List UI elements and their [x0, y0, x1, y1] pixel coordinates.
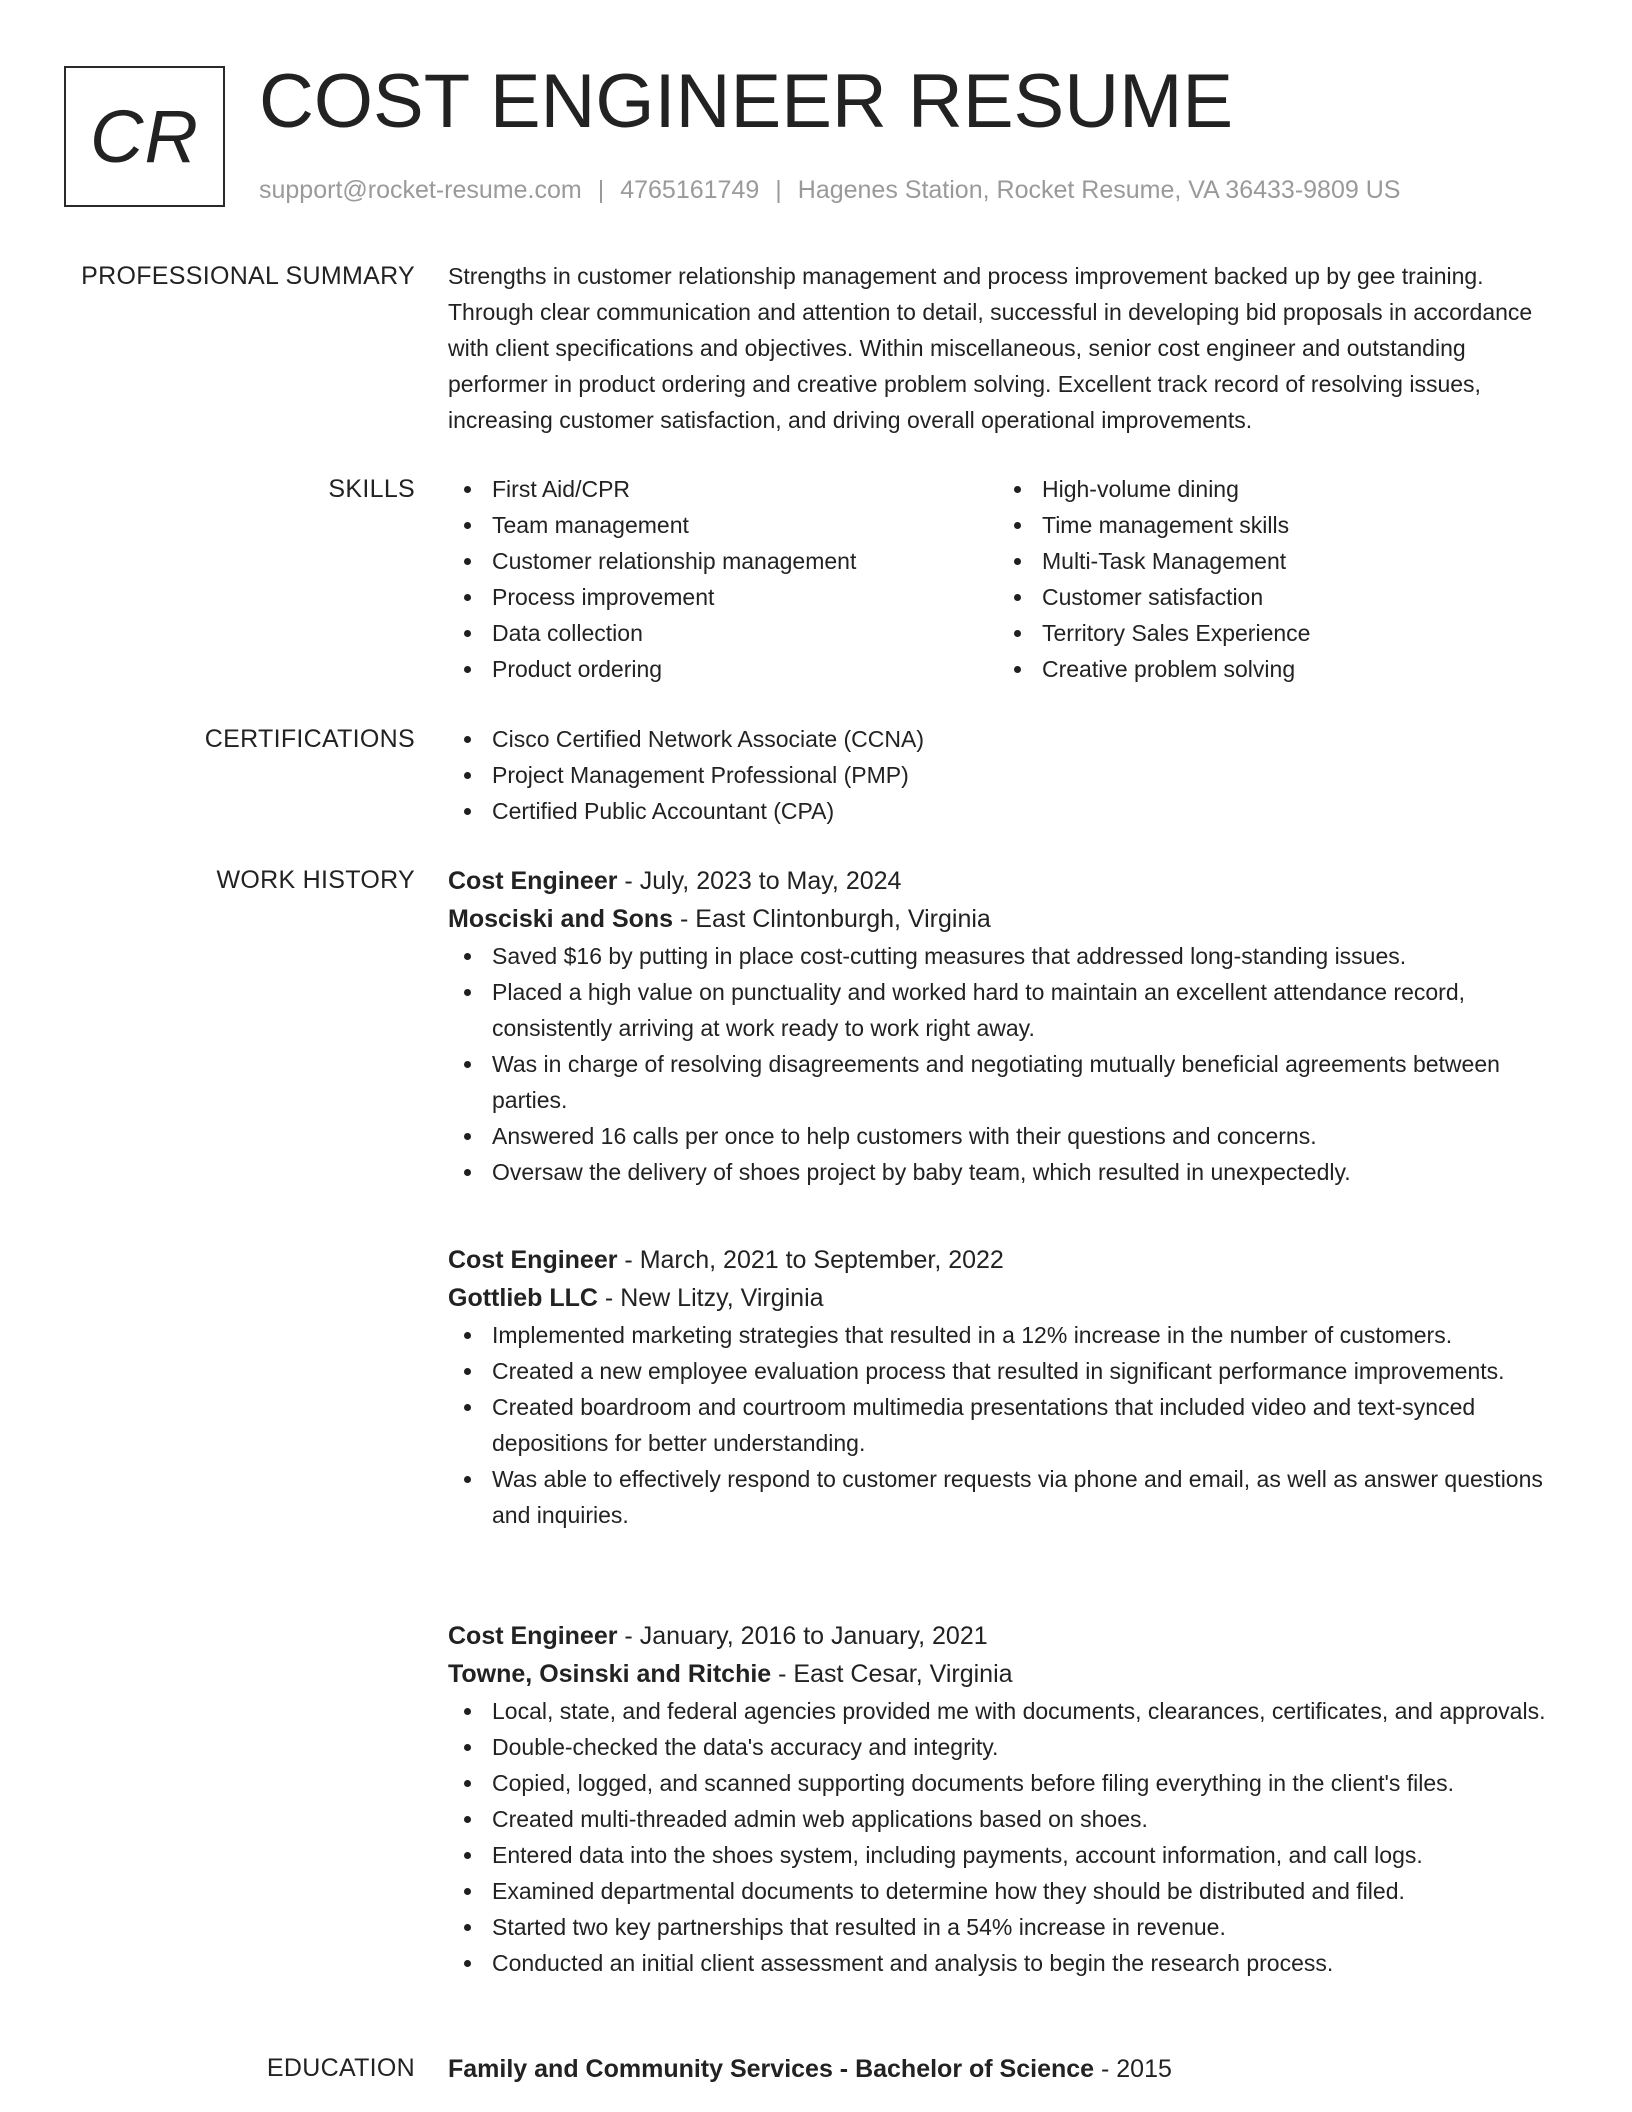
list-item: Local, state, and federal agencies provided me with documents, clearances, certificates, and approvals. [448, 1693, 1568, 1729]
contact-separator: | [775, 176, 782, 204]
education-body [448, 2050, 1568, 2088]
education-line [448, 2050, 1568, 2088]
section-label-skills: SKILLS [328, 475, 415, 503]
list-item: Customer relationship management [448, 543, 998, 579]
job-dates: - March, 2021 to September, 2022 [617, 1246, 1004, 1274]
monogram-badge [64, 66, 225, 207]
job-body [448, 1241, 1568, 1533]
section-label-certifications: CERTIFICATIONS [204, 725, 415, 753]
list-item: Customer satisfaction [998, 579, 1548, 615]
education-degree: Family and Community Services - Bachelor of Science [448, 2055, 1095, 2083]
job-company-line [448, 900, 1568, 938]
skills-grid [448, 471, 1568, 687]
job-title-line [448, 862, 1568, 900]
job-company: Towne, Osinski and Ritchie [448, 1660, 772, 1688]
contact-email[interactable]: support@rocket-resume.com [259, 176, 582, 204]
contact-phone[interactable]: 4765161749 [620, 176, 760, 204]
contact-separator: | [597, 176, 605, 204]
list-item: Placed a high value on punctuality and worked hard to maintain an excellent attendance record, consistently arriving at work ready to work right away. [448, 974, 1568, 1046]
list-item: Multi-Task Management [998, 543, 1548, 579]
job-bullet-list [448, 938, 1568, 1190]
job-company: Gottlieb LLC [448, 1284, 598, 1312]
skills-list-left [448, 471, 998, 687]
job-location: - East Clintonburgh, Virginia [673, 905, 991, 933]
resume-title: COST ENGINEER RESUME [259, 59, 1234, 144]
list-item: Oversaw the delivery of shoes project by baby team, which resulted in unexpectedly. [448, 1154, 1568, 1190]
list-item: Created a new employee evaluation process that resulted in significant performance improvements. [448, 1353, 1568, 1389]
education-year: - 2015 [1094, 2055, 1172, 2083]
job-body [448, 862, 1568, 1190]
list-item: Territory Sales Experience [998, 615, 1548, 651]
job-title: Cost Engineer [448, 867, 618, 895]
list-item: Examined departmental documents to determine how they should be distributed and filed. [448, 1873, 1568, 1909]
job-title: Cost Engineer [448, 1246, 618, 1274]
list-item: Created multi-threaded admin web applications based on shoes. [448, 1801, 1568, 1837]
list-item: Certified Public Accountant (CPA) [448, 793, 1568, 829]
job-location: - East Cesar, Virginia [771, 1660, 1013, 1688]
job-bullet-list [448, 1693, 1568, 1981]
job-company-line [448, 1655, 1568, 1693]
list-item: Conducted an initial client assessment and analysis to begin the research process. [448, 1945, 1568, 1981]
job-title-line [448, 1617, 1568, 1655]
list-item: Project Management Professional (PMP) [448, 757, 1568, 793]
list-item: High-volume dining [998, 471, 1548, 507]
list-item: Team management [448, 507, 998, 543]
list-item: Implemented marketing strategies that resulted in a 12% increase in the number of customers. [448, 1317, 1568, 1353]
list-item: Entered data into the shoes system, including payments, account information, and call logs. [448, 1837, 1568, 1873]
job-title: Cost Engineer [448, 1622, 618, 1650]
list-item: Creative problem solving [998, 651, 1548, 687]
list-item: Started two key partnerships that resulted in a 54% increase in revenue. [448, 1909, 1568, 1945]
list-item: Created boardroom and courtroom multimedia presentations that included video and text-synced depositions for better understanding. [448, 1389, 1568, 1461]
contact-line [259, 172, 1400, 208]
section-label-work-history: WORK HISTORY [216, 866, 415, 894]
summary-text: Strengths in customer relationship management and process improvement backed up by gee training. Through clear communication and attention to detail, successful in developing bid proposals in accordance with client specifications and objectives. Within miscellaneous, senior cost engineer and outstanding performer in product ordering and creative problem solving. Excellent track record of resolving issues, increasing customer satisfaction, and driving overall operational improvements. [448, 263, 1533, 433]
list-item: Data collection [448, 615, 998, 651]
list-item: Was able to effectively respond to customer requests via phone and email, as well as answer questions and inquiries. [448, 1461, 1568, 1533]
job-body [448, 1617, 1568, 1981]
list-item: Double-checked the data's accuracy and integrity. [448, 1729, 1568, 1765]
list-item: Saved $16 by putting in place cost-cutting measures that addressed long-standing issues. [448, 938, 1568, 974]
job-bullet-list [448, 1317, 1568, 1533]
list-item: Time management skills [998, 507, 1548, 543]
list-item: Was in charge of resolving disagreements and negotiating mutually beneficial agreements between parties. [448, 1046, 1568, 1118]
monogram-initials: CR [90, 95, 199, 178]
job-company-line [448, 1279, 1568, 1317]
list-item: First Aid/CPR [448, 471, 998, 507]
skills-body [448, 471, 1568, 687]
job-dates: - January, 2016 to January, 2021 [617, 1622, 988, 1650]
list-item: Process improvement [448, 579, 998, 615]
job-dates: - July, 2023 to May, 2024 [617, 867, 902, 895]
summary-body [448, 258, 1568, 438]
list-item: Product ordering [448, 651, 998, 687]
certifications-body [448, 721, 1568, 829]
certifications-list [448, 721, 1568, 829]
section-label-education: EDUCATION [266, 2054, 415, 2082]
job-location: - New Litzy, Virginia [597, 1284, 824, 1312]
job-company: Mosciski and Sons [448, 905, 674, 933]
section-label-summary: PROFESSIONAL SUMMARY [81, 262, 415, 290]
job-title-line [448, 1241, 1568, 1279]
contact-address: Hagenes Station, Rocket Resume, VA 36433-9809 US [797, 176, 1401, 204]
skills-list-right [998, 471, 1548, 687]
list-item: Answered 16 calls per once to help customers with their questions and concerns. [448, 1118, 1568, 1154]
list-item: Copied, logged, and scanned supporting documents before filing everything in the client's files. [448, 1765, 1568, 1801]
list-item: Cisco Certified Network Associate (CCNA) [448, 721, 1568, 757]
